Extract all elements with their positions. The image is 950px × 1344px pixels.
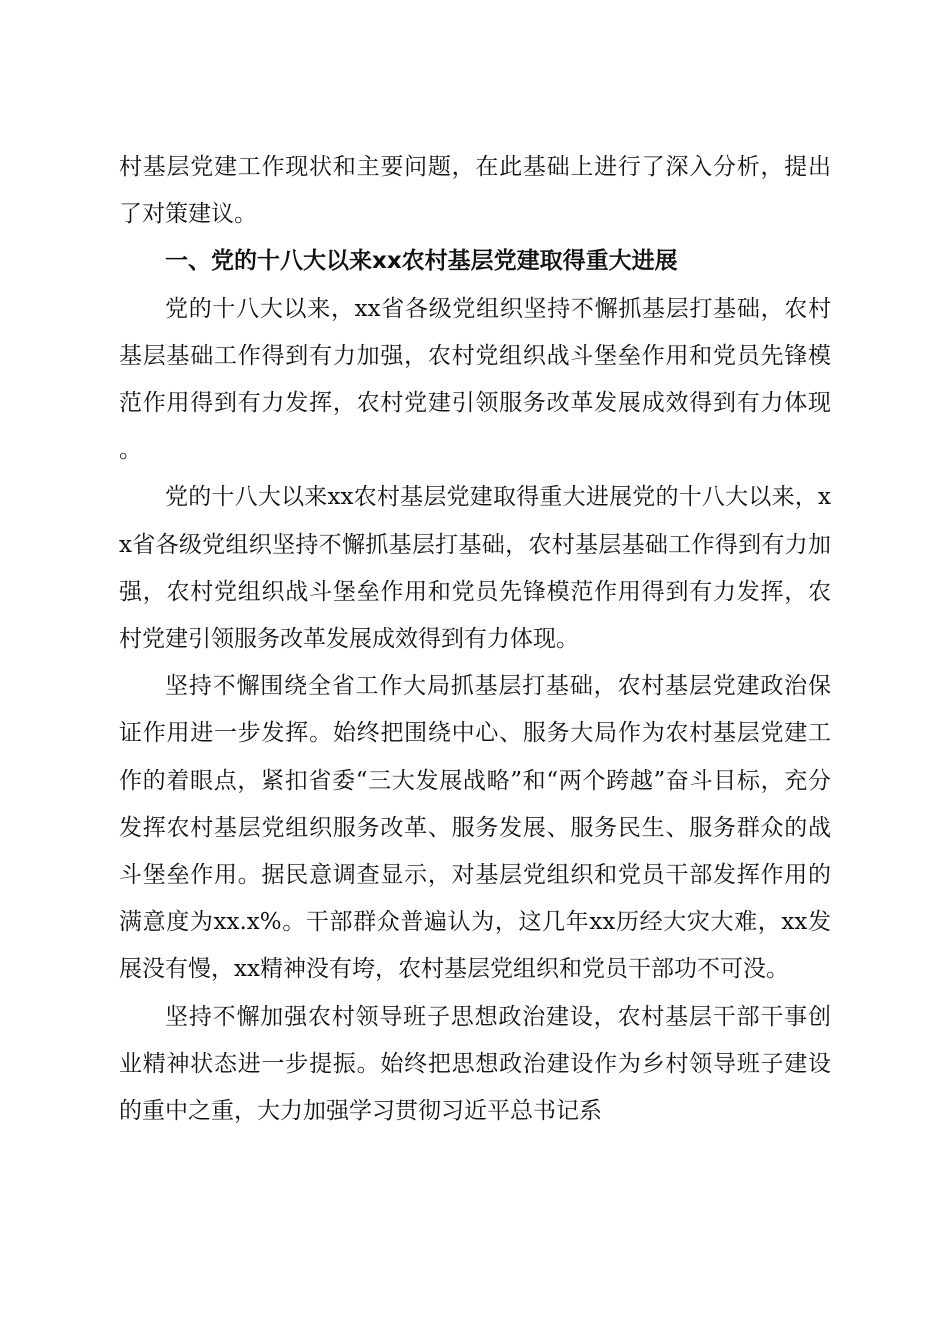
document-body [119,144,831,1135]
paragraph-2: 党的十八大以来xx农村基层党建取得重大进展党的十八大以来，xx省各级党组织坚持不懈抓基层打基础，农村基层基础工作得到有力加强，农村党组织战斗堡垒作用和党员先锋模范作用得到有力发挥，农村党建引领服务改革发展成效得到有力体现。 [119,484,831,653]
section-heading: 一、党的十八大以来xx农村基层党建取得重大进展 [165,248,678,275]
paragraph-3: 坚持不懈围绕全省工作大局抓基层打基础，农村基层党建政治保证作用进一步发挥。始终把围绕中心、服务大局作为农村基层党建工作的着眼点，紧扣省委“三大发展战略”和“两个跨越”奋斗目标，充分发挥农村基层党组织服务改革、服务发展、服务民生、服务群众的战斗堡垒作用。据民意调查显示，对基层党组织和党员干部发挥作用的满意度为xx.x%。干部群众普遍认为，这几年xx历经大灾大难，xx发展没有慢，xx精神没有垮，农村基层党组织和党员干部功不可没。 [119,673,831,983]
paragraph-1: 党的十八大以来，xx省各级党组织坚持不懈抓基层打基础，农村基层基础工作得到有力加强，农村党组织战斗堡垒作用和党员先锋模范作用得到有力发挥，农村党建引领服务改革发展成效得到有力体现。 [119,295,831,464]
paragraph-continuation: 村基层党建工作现状和主要问题，在此基础上进行了深入分析，提出了对策建议。 [119,154,831,228]
paragraph-4: 坚持不懈加强农村领导班子思想政治建设，农村基层干部干事创业精神状态进一步提振。始终把思想政治建设作为乡村领导班子建设的重中之重，大力加强学习贯彻习近平总书记系 [119,1003,831,1125]
